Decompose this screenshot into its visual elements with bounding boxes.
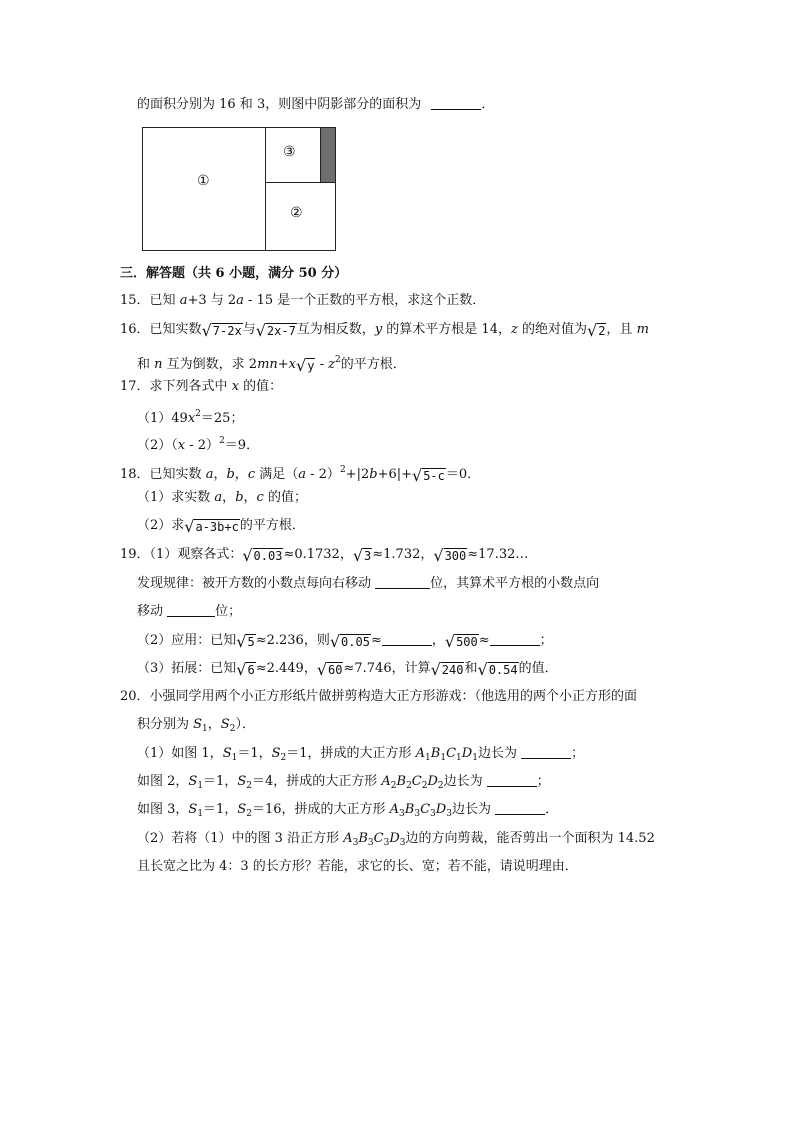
answer-blank xyxy=(521,745,571,759)
question-20-part-2-line-2: 且长宽之比为 4：3 的长方形？若能，求它的长、宽；若不能，请说明理由． xyxy=(137,859,578,874)
square-1 xyxy=(142,127,266,251)
sqrt-a-3b-c: √ a-3b+c xyxy=(184,517,239,536)
question-19-part-3: （3）拓展：已知 √ 6 ≈2.449， √ 60 ≈7.746，计算 √ 240 和 √ 0.54 的值． xyxy=(137,660,558,679)
sqrt-0-54: √ 0.54 xyxy=(477,660,518,679)
answer-blank xyxy=(495,801,545,815)
question-18: 18．已知实数 a，b，c 满足（a - 2）$^2$+|2b+6|+ √ 5-c ＝0． xyxy=(120,465,481,485)
question-20-fig-2: 如图 2，$S_1=1$，$S_2=4$，拼成的大正方形 $A_2B_2C_2D_2$边长为 ； xyxy=(137,774,550,791)
question-18-part-1: （1）求实数 a，b，c 的值； xyxy=(137,490,307,505)
sqrt-500: √ 500 xyxy=(444,632,478,651)
answer-blank xyxy=(487,773,537,787)
answer-blank xyxy=(431,96,481,110)
answer-blank xyxy=(167,603,215,617)
sqrt-5-c: √ 5-c xyxy=(411,466,445,485)
question-20-part-2: （2）若将（1）中的图 3 沿正方形 $A_3B_3C_3D_3$边的方向剪裁，能否剪出一个面积为 14.52 xyxy=(137,831,655,848)
sqrt-2x-7: √ 2x-7 xyxy=(255,321,296,340)
label-2: ② xyxy=(290,205,303,221)
answer-blank xyxy=(382,632,432,646)
question-18-part-2: （2）求 √ a-3b+c 的平方根． xyxy=(137,517,305,536)
sqrt-2: √ 2 xyxy=(586,321,606,340)
question-19-part-2: （2）应用：已知 √ 5 ≈2.236，则 √ 0.05 ≈ ， √ 500 ≈ ； xyxy=(137,632,553,651)
intro-line: 的面积分别为 16 和 3，则图中阴影部分的面积为 ． xyxy=(137,97,495,112)
answer-blank xyxy=(375,575,430,589)
answer-blank xyxy=(490,632,540,646)
sqrt-300: √ 300 xyxy=(433,546,467,565)
sqrt-60: √ 60 xyxy=(316,660,343,679)
section-title: 三．解答题（共 6 小题，满分 50 分） xyxy=(120,266,348,281)
question-17: 17．求下列各式中 x 的值： xyxy=(120,379,283,394)
sqrt-0-03: √ 0.03 xyxy=(242,546,283,565)
shaded-fill xyxy=(321,128,335,182)
question-16-line-1: 16．已知实数 √ 7-2x 与 √ 2x-7 互为相反数，y 的算术平方根是 14，z 的绝对值为 √ 2 ，且 m xyxy=(120,321,649,340)
question-20-fig-1: （1）如图 1，$S_1=1$，$S_2=1$，拼成的大正方形 $A_1B_1C_1D_1$边长为 ； xyxy=(137,746,585,763)
sqrt-0-05: √ 0.05 xyxy=(329,632,370,651)
question-19-line-3: 移动 位； xyxy=(137,604,242,619)
sqrt-y: √ y xyxy=(296,356,315,375)
label-1: ① xyxy=(197,173,210,189)
question-19-line-2: 发现规律：被开方数的小数点每向右移动 位，其算术平方根的小数点向 xyxy=(137,576,600,591)
question-16-line-2: 和 n 互为倒数，求 2mn+x √ y - $z^2$的平方根． xyxy=(137,355,406,375)
label-3: ③ xyxy=(283,144,296,160)
sqrt-240: √ 240 xyxy=(430,660,464,679)
question-20: 20．小强同学用两个小正方形纸片做拼剪构造大正方形游戏：（他选用的两个小正方形的面 xyxy=(120,689,638,704)
squares-figure xyxy=(142,127,336,251)
question-20-fig-3: 如图 3，$S_1=1$，$S_2=16$，拼成的大正方形 $A_3B_3C_3D_3$边长为 ． xyxy=(137,802,559,819)
question-17-part-1: $(1)49x^2=25$； xyxy=(137,409,244,426)
sqrt-7-2x: √ 7-2x xyxy=(201,321,242,340)
question-17-part-2: （2）（x - 2）$^2$＝9． xyxy=(137,436,260,453)
sqrt-3: √ 3 xyxy=(352,546,372,565)
question-15: 15．已知 a+3 与 2a - 15 是一个正数的平方根，求这个正数． xyxy=(120,293,486,308)
question-19: 19．（1）观察各式： √ 0.03 ≈0.1732， √ 3 ≈1.732， √ 300 ≈17.32… xyxy=(120,546,529,565)
sqrt-5: √ 5 xyxy=(236,632,255,651)
question-20-line-2: 积分别为 $S_1$，$S_2$）． xyxy=(137,717,255,734)
sqrt-6: √ 6 xyxy=(236,660,255,679)
